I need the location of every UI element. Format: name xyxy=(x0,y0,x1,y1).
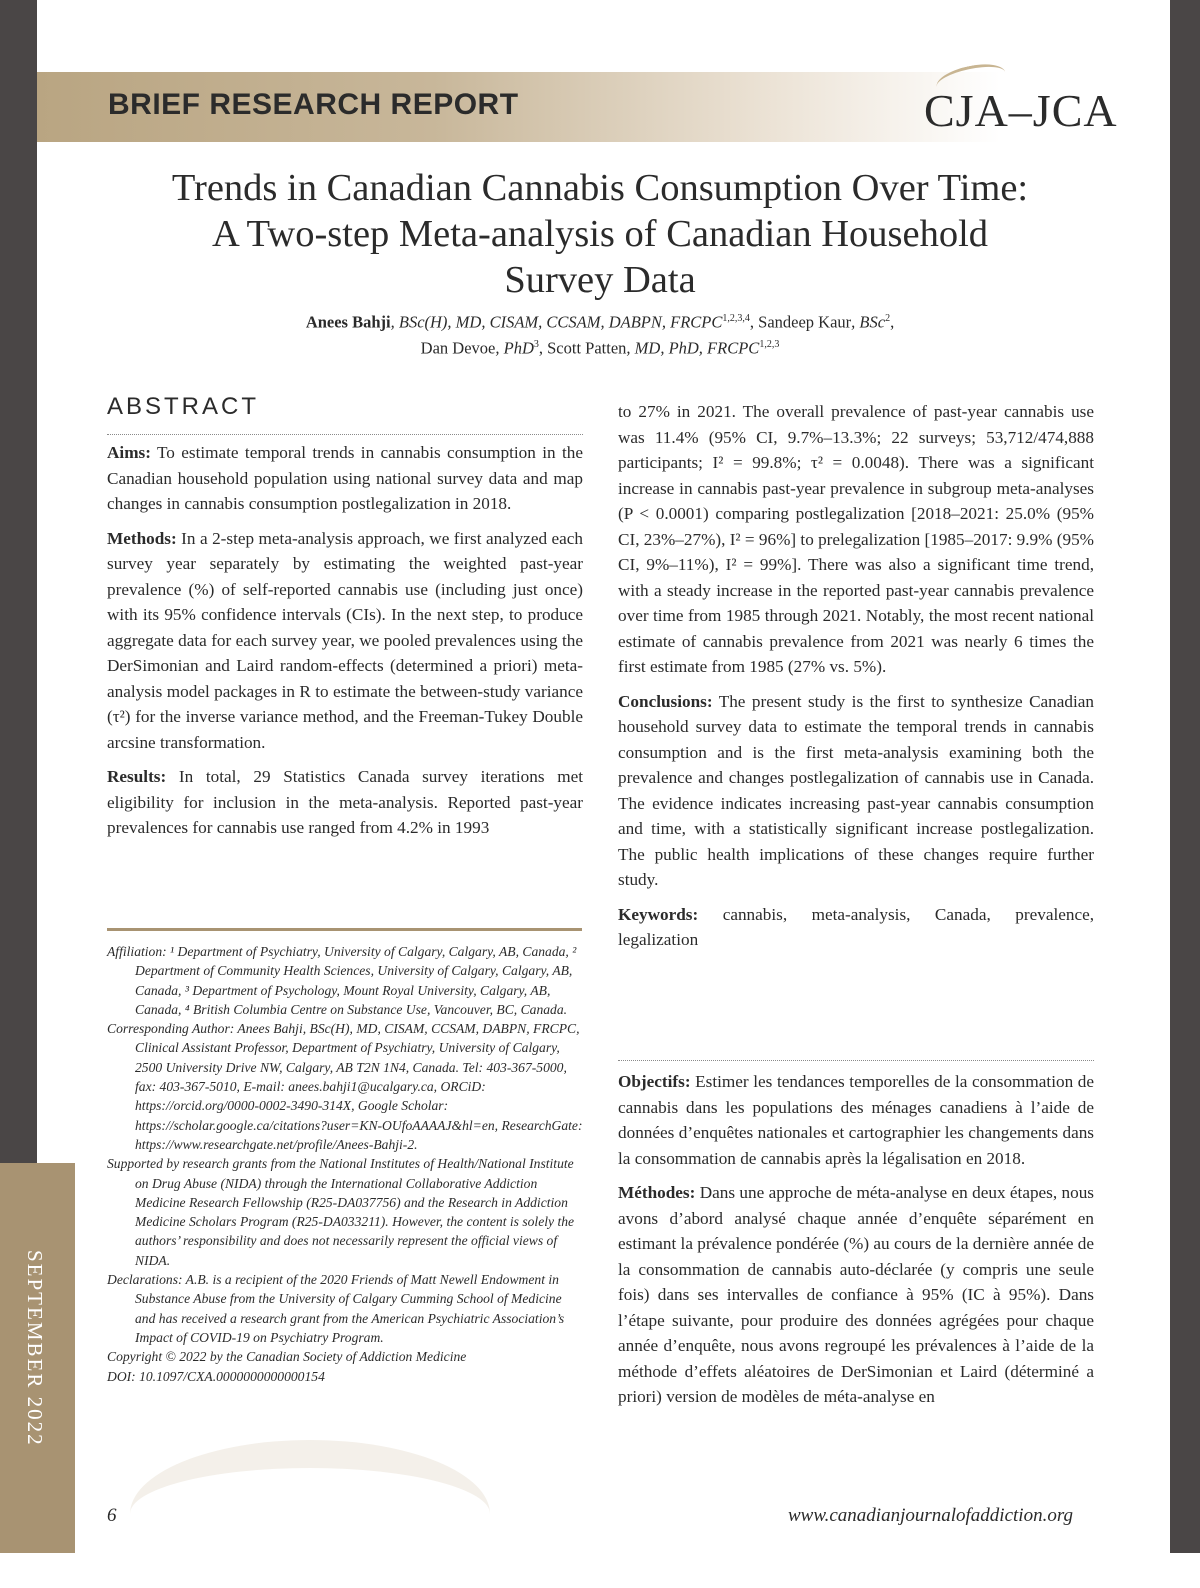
issue-date-wrapper xyxy=(3,1250,63,1450)
resume-divider xyxy=(618,1060,1094,1061)
abstract-left-column xyxy=(107,440,583,850)
abstract-divider xyxy=(107,434,583,435)
objectifs-text: Estimer les tendances temporelles de la consommation de cannabis dans les populations des ménages canadiens à l’aide de données d’enquêtes nationales et cartographier les changements dans la consommation de cannabis après la légalisation en 2018. xyxy=(618,1072,1094,1168)
author-name: Anees Bahji xyxy=(305,312,391,332)
abstract-methods xyxy=(107,526,583,756)
footnote-affiliation: Affiliation: ¹ Department of Psychiatry, University of Calgary, Calgary, AB, Canada, ² Department of Community Health Sciences, University of Calgary, Calgary, AB, Canada, ³ Department of Psychology, Mount Royal University, Calgary, AB, Canada, ⁴ British Columbia Centre on Substance Use, Vancouver, BC, Canada. xyxy=(107,944,577,1017)
author-name: , Sandeep Kaur xyxy=(749,312,852,332)
resume-methodes xyxy=(618,1180,1094,1410)
aims-text: To estimate temporal trends in cannabis consumption in the Canadian household population using national survey data and map changes in cannabis consumption postlegalization in 2018. xyxy=(107,443,583,513)
results-text: In total, 29 Statistics Canada survey iterations met eligibility for inclusion in the meta-analysis. Reported past-year prevalences for cannabis use ranged from 4.2% in 1993 xyxy=(107,767,583,837)
issue-date: SEPTEMBER 2022 xyxy=(23,1250,47,1447)
decorative-swoosh xyxy=(130,1440,490,1588)
footnote-copyright: Copyright © 2022 by the Canadian Society of Addiction Medicine xyxy=(107,1349,467,1365)
author-credentials: , PhD xyxy=(495,338,534,357)
keywords-text: cannabis, meta-analysis, Canada, prevalence, legalization xyxy=(618,904,1094,949)
author-affiliation-sup: 2 xyxy=(885,313,891,324)
results-label: Results: xyxy=(107,767,167,786)
conclusions-text: The present study is the first to synthesize Canadian household survey data to estimate the temporal trends in cannabis consumption and is the first meta-analysis examining both the prevalence and changes postlegalization of cannabis use in Canada. The evidence indicates increasing past-year cannabis consumption and time, with a statistically significant increase postlegalization. The public health implications of these changes require further study. xyxy=(618,691,1094,889)
author-affiliation-sup: 3 xyxy=(533,338,539,350)
methods-text: In a 2-step meta-analysis approach, we first analyzed each survey year separately by estimating the weighted past-year prevalence (%) of self-reported cannabis use (including just once) with its 95% confidence intervals (CIs). In the next step, to produce aggregate data for each survey year, we pooled prevalences using the DerSimonian and Laird random-effects (determined a priori) meta-analysis model packages in R to estimate the between-study variance (τ²) for the inverse variance method, and the Freeman-Tukey Double arcsine transformation. xyxy=(107,528,583,752)
abstract-conclusions xyxy=(618,689,1094,893)
author-credentials: , BSc xyxy=(851,312,886,332)
abstract-right-column xyxy=(618,399,1094,962)
aims-label: Aims: xyxy=(107,443,151,462)
right-edge-strip xyxy=(1170,0,1200,1553)
author-name: , Scott Patten xyxy=(538,338,627,357)
abstract-keywords xyxy=(618,902,1094,953)
author-credentials: , MD, PhD, FRCPC xyxy=(626,338,760,357)
author-line: Anees Bahji, BSc(H), MD, CISAM, CCSAM, DABPN, FRCPC$^{1,2,3,4}$, Sandeep Kaur, BSc$^2$, xyxy=(305,312,895,332)
resume-column xyxy=(618,1069,1094,1419)
title-line: Survey Data xyxy=(504,259,696,301)
footnote-doi: DOI: 10.1097/CXA.0000000000000154 xyxy=(107,1368,325,1384)
methodes-label: Méthodes: xyxy=(618,1183,696,1202)
abstract-aims xyxy=(107,440,583,517)
abstract-heading: ABSTRACT xyxy=(107,393,260,420)
footnote-supported: Supported by research grants from the National Institutes of Health/National Institute on Drug Abuse (NIDA) through the International Collaborative Addiction Medicine Research Fellowship (R25-DA037756) and the Research in Addiction Medicine Scholars Program (R25-DA033211). However, the content is solely the authors’ responsibility and does not necessarily represent the official views of NIDA. xyxy=(107,1156,575,1268)
methods-label: Methods: xyxy=(107,528,177,548)
author-affiliation-sup: 1,2,3,4 xyxy=(722,313,750,324)
methodes-text: Dans une approche de méta-analyse en deux étapes, nous avons d’abord analysé chaque année d’enquête séparément en estimant la prévalence pondérée (%) au cours de la dernière année de la consommation de cannabis auto-déclarée (y compris une seule fois) dans ses intervalles de confiance à 95% (IC à 95%). Dans l’étape suivante, pour produire des données agrégées pour chaque année d’enquête, nous avons regroupé les prévalences à l’aide de la méthode d’effets aléatoires de DerSimonian et Laird (déterminé a priori) version de modèles de méta-analyse en xyxy=(618,1183,1094,1406)
resume-objectifs xyxy=(618,1069,1094,1171)
title-line: A Two-step Meta-analysis of Canadian Household xyxy=(211,213,989,255)
abstract-results-continued: to 27% in 2021. The overall prevalence of past-year cannabis use was 11.4% (95% CI, 9.7%–13.3%; 22 surveys; 53,712/474,888 participants; I² = 99.8%; τ² = 0.0048). There was a significant increase in cannabis past-year prevalence in subgroup meta-analyses (P < 0.0001) comparing postlegalization [2018–2021: 25.0% (95% CI, 23%–27%), I² = 96%] to prelegalization [1985–2017: 9.9% (95% CI, 9%–11%), I² = 99%]. There was also a significant time trend, with a steady increase in the reported past-year cannabis prevalence over time from 1985 through 2021. Notably, the most recent national estimate of cannabis prevalence from 2021 was nearly 6 times the first estimate from 1985 (27% vs. 5%). xyxy=(618,402,1094,676)
footnotes xyxy=(107,942,583,1386)
footnote-corresponding: Corresponding Author: Anees Bahji, BSc(H), MD, CISAM, CCSAM, DABPN, FRCPC, Clinical Assistant Professor, Department of Psychiatry, University of Calgary, 2500 University Drive NW, Calgary, AB T2N 1N4, Canada. Tel: 403-367-5000, fax: 403-367-5010, E-mail: anees.bahji1@ucalgary.ca, ORCiD: https://orcid.org/0000-0002-3490-314X, Google Scholar: https://scholar.google.ca/citations?user=KN-OUfoAAAAJ&hl=en, ResearchGate: https://www.researchgate.net/profile/Anees-Bahji-2. xyxy=(107,1021,583,1152)
footnote-declarations: Declarations: A.B. is a recipient of the 2020 Friends of Matt Newell Endowment in Substance Abuse from the University of Calgary Cumming School of Medicine and has received a research grant from the American Psychiatric Association’s Impact of COVID-19 on Psychiatry Program. xyxy=(107,1272,565,1345)
journal-logo: CJA–JCA xyxy=(924,85,1118,136)
author-line xyxy=(200,334,1000,360)
author-credentials: , BSc(H), MD, CISAM, CCSAM, DABPN, FRCPC xyxy=(390,312,723,332)
objectifs-label: Objectifs: xyxy=(618,1072,691,1091)
abstract-results xyxy=(107,764,583,841)
author-list xyxy=(200,308,1000,359)
page-number: 6 xyxy=(107,1505,117,1526)
paper-title xyxy=(100,165,1100,303)
conclusions-label: Conclusions: xyxy=(618,691,713,711)
title-line: Trends in Canadian Cannabis Consumption Over Time: xyxy=(171,167,1029,209)
keywords-label: Keywords: xyxy=(618,904,699,924)
footnote-rule xyxy=(107,928,582,931)
section-label: BRIEF RESEARCH REPORT xyxy=(108,88,519,121)
journal-url[interactable]: www.canadianjournalofaddiction.org xyxy=(788,1505,1074,1526)
author-affiliation-sup: 1,2,3 xyxy=(759,338,780,350)
author-name: Dan Devoe xyxy=(420,338,496,357)
